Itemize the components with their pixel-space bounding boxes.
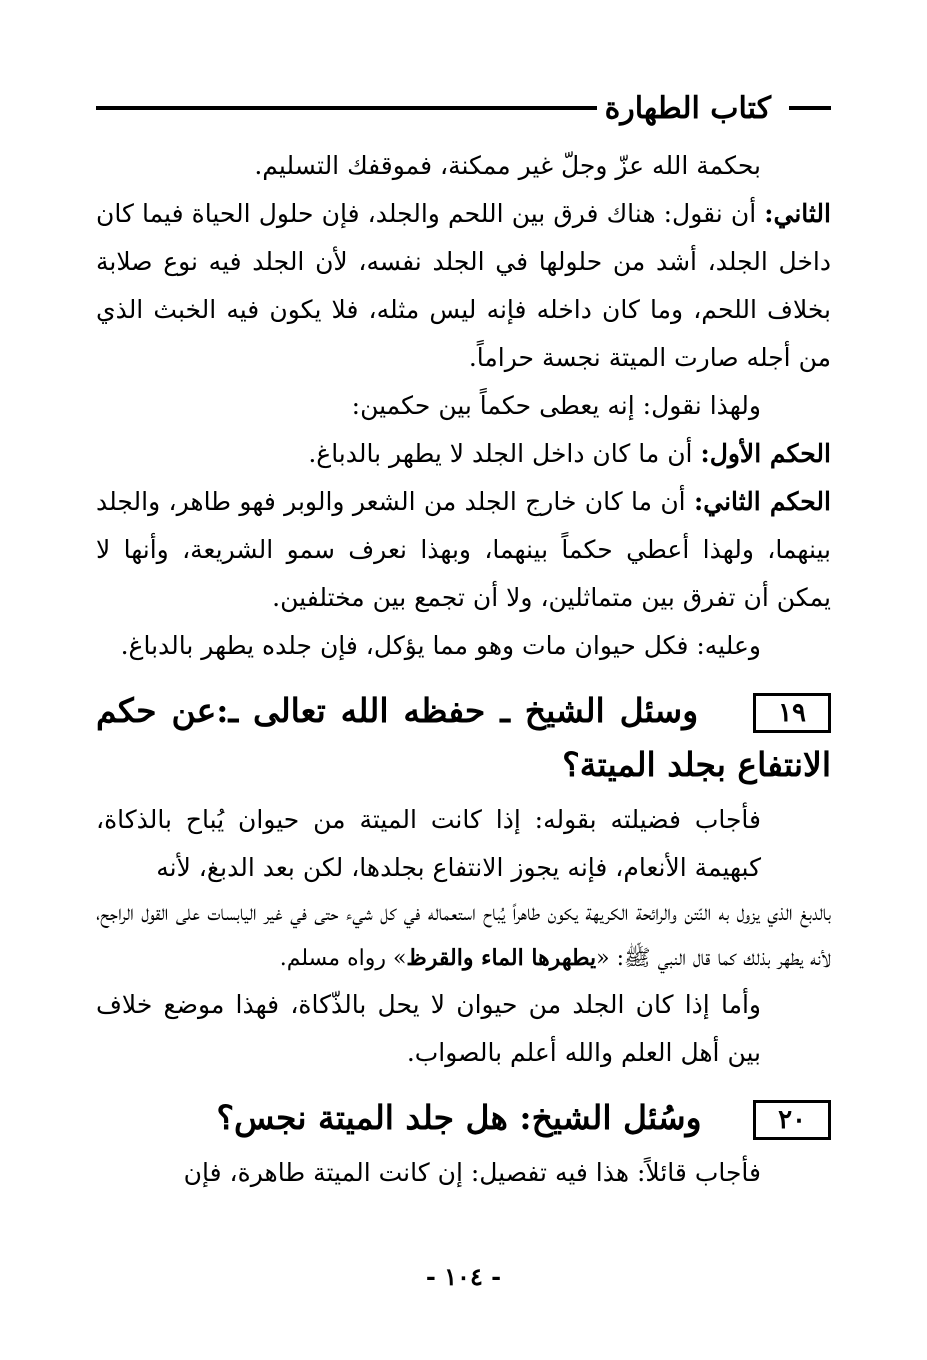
question-19-number: ١٩ bbox=[753, 693, 831, 733]
question-20-number: ٢٠ bbox=[753, 1100, 831, 1140]
paragraph-1: بحكمة الله عزّ وجلّ غير ممكنة، فموقفك التسليم. bbox=[254, 151, 761, 180]
paragraph-ruling-1 bbox=[96, 430, 831, 478]
header-dash bbox=[789, 106, 831, 110]
ruling-2-text: أن ما كان خارج الجلد من الشعر والوبر فهو طاهر، والجلد بينهما، ولهذا أعطي حكماً بينهما، وبهذا نعرف سمو الشريعة، وأنها لا يمكن أن تفرق بين متماثلين، ولا أن تجمع بين مختلفين. bbox=[96, 487, 831, 612]
ruling-1-text: أن ما كان داخل الجلد لا يطهر بالدباغ. bbox=[308, 439, 693, 468]
header-title: كتاب الطهارة bbox=[604, 90, 771, 126]
paragraph-two-rulings: ولهذا نقول: إنه يعطى حكماً بين حكمين: bbox=[351, 391, 761, 420]
second-point-text: أن نقول: هناك فرق بين اللحم والجلد، فإن حلول الحياة فيما كان داخل الجلد، أشد من حلولها في الجلد نفسه، لأن الجلد فيه نوع صلابة بخلاف اللحم، وما كان داخله فإنه ليس مثله، فلا يكون فيه الخبث الذي من أجله صارت الميتة نجسة حراماً. bbox=[96, 199, 831, 372]
paragraph-conclusion: وعليه: فكل حيوان مات وهو مما يؤكل، فإن جلده يطهر بالدباغ. bbox=[120, 631, 761, 660]
question-20-answer: فأجاب قائلاً: هذا فيه تفصيل: إن كانت الميتة طاهرة، فإن bbox=[183, 1158, 761, 1187]
question-19-answer-c: وأما إذا كان الجلد من حيوان لا يحل بالذّكاة، فهذا موضع خلاف بين أهل العلم والله أعلم بالصواب. bbox=[96, 990, 761, 1067]
question-20-title: وسُئل الشيخ: هل جلد الميتة نجس؟ bbox=[216, 1098, 702, 1137]
answer-b-end: » رواه مسلم. bbox=[279, 946, 407, 971]
paragraph-ruling-2 bbox=[96, 478, 831, 622]
second-point-label: الثاني: bbox=[764, 199, 831, 228]
running-header bbox=[96, 88, 831, 128]
question-19-answer-b bbox=[96, 892, 831, 981]
paragraph-second-point bbox=[96, 190, 831, 382]
hadith-quote: يطهرها الماء والقرظ bbox=[406, 945, 597, 971]
question-19-title: وسئل الشيخ ـ حفظه الله تعالى ـ:عن حكم الانتفاع بجلد الميتة؟ bbox=[96, 691, 831, 784]
question-19-answer-a: فأجاب فضيلته بقوله: إذا كانت الميتة من حيوان يُباح بالذكاة، كبهيمة الأنعام، فإنه يجوز الانتفاع بجلدها، لكن بعد الدبغ، لأنه bbox=[96, 805, 761, 882]
page-number: - ١٠٤ - bbox=[425, 1262, 502, 1291]
question-19-heading bbox=[96, 684, 831, 792]
ruling-2-label: الحكم الثاني: bbox=[694, 487, 831, 516]
question-20-heading bbox=[96, 1091, 831, 1145]
ruling-1-label: الحكم الأول: bbox=[700, 439, 831, 468]
header-rule bbox=[96, 106, 597, 110]
answer-b-text: بالدبغ الذي يزول به النّتن والرائحة الكريهة يكون طاهراً يُباح استعماله في كل شيء حتى في غير اليابسات على القول الراجح، لأنه يطهر بذلك كما قال النبي ﷺ: « bbox=[96, 901, 831, 971]
